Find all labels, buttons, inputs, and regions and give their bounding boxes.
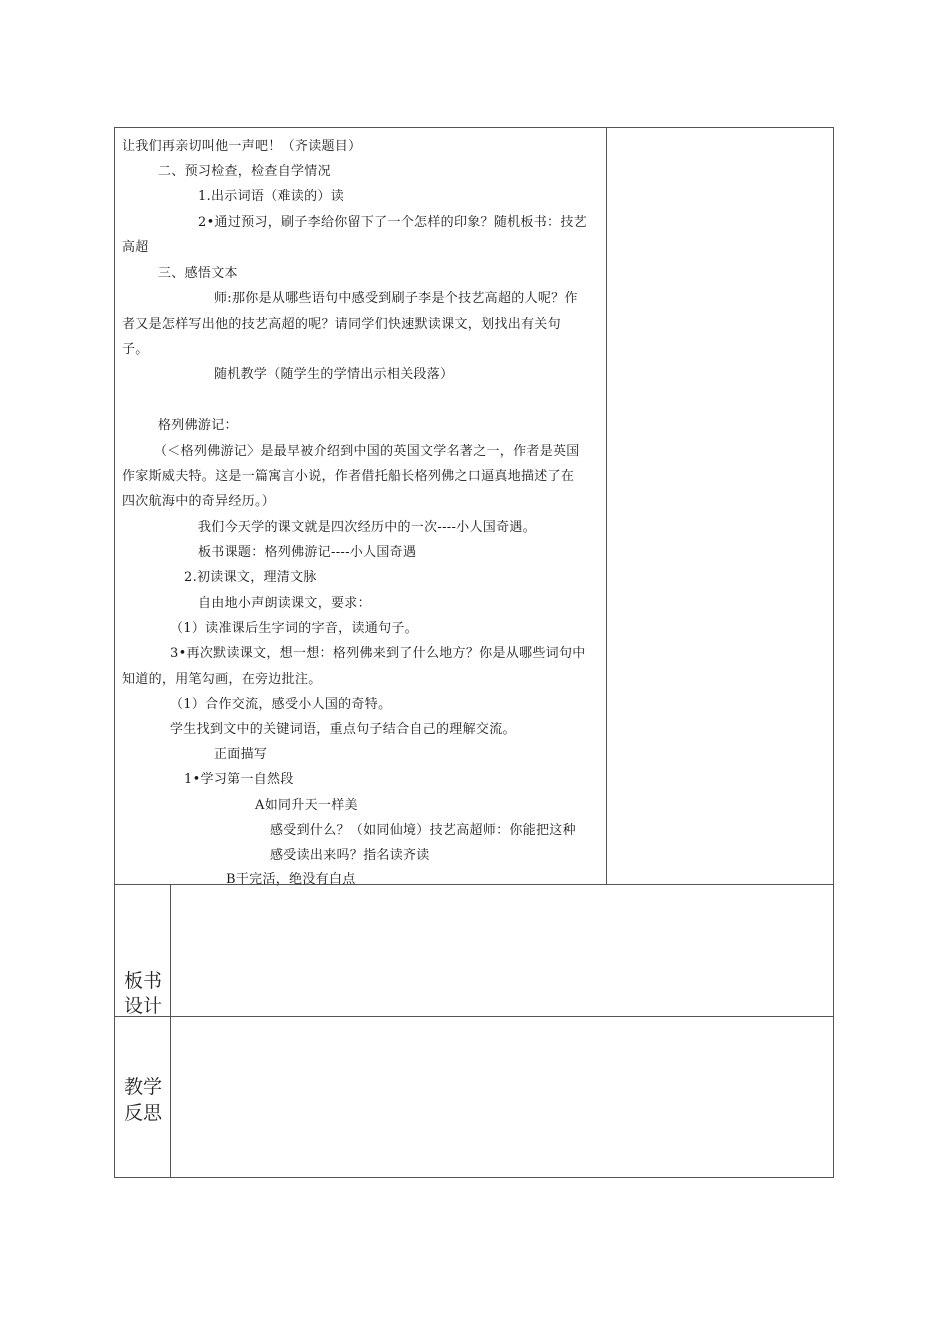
lesson-line: 高超 bbox=[122, 240, 149, 255]
lesson-line: 子。 bbox=[122, 342, 149, 357]
lesson-line: 2•通过预习，刷子李给你留下了一个怎样的印象？随机板书：技艺 bbox=[198, 215, 587, 230]
lesson-line: 师:那你是从哪些语句中感受到刷子李是个技艺高超的人呢？作 bbox=[214, 291, 578, 306]
lesson-line: 者又是怎样写出他的技艺高超的呢？请同学们快速默读课文，划找出有关句 bbox=[122, 317, 561, 332]
lesson-line: 三、感悟文本 bbox=[158, 266, 238, 281]
lesson-line: 感受读出来吗？指名读齐读 bbox=[270, 848, 430, 863]
reflection-cell bbox=[171, 1017, 833, 1177]
board-design-label-line2: 设计 bbox=[124, 995, 163, 1017]
reflection-label-line2: 反思 bbox=[124, 1102, 163, 1124]
lesson-line: 知道的，用笔勾画，在旁边批注。 bbox=[122, 672, 322, 687]
lesson-line: （＜格列佛游记〉是最早被介绍到中国的英国文学名著之一，作者是英国 bbox=[154, 444, 580, 459]
lesson-line: （1）读准课后生字词的字音，读通句子。 bbox=[170, 621, 418, 636]
lesson-line: 四次航海中的奇异经历。） bbox=[122, 494, 276, 509]
lesson-line: 自由地小声朗读课文，要求： bbox=[198, 596, 371, 611]
lesson-line: （1）合作交流，感受小人国的奇特。 bbox=[170, 697, 392, 712]
lesson-line: B干完活，绝没有白点 bbox=[226, 872, 356, 887]
lesson-line: 1•学习第一自然段 bbox=[184, 772, 294, 787]
lesson-line: 3•再次默读课文，想一想：格列佛来到了什么地方？你是从哪些词句中 bbox=[170, 646, 586, 661]
lesson-line: 板书课题：格列佛游记----小人国奇遇 bbox=[198, 545, 417, 560]
lesson-line: 格列佛游记： bbox=[158, 418, 238, 433]
lesson-line: 学生找到文中的关键词语，重点句子结合自己的理解交流。 bbox=[170, 722, 516, 737]
lesson-line: 作家斯威夫特。这是一篇寓言小说，作者借托船长格列佛之口逼真地描述了在 bbox=[122, 469, 575, 484]
lesson-line: A如同升天一样美 bbox=[255, 798, 358, 813]
lesson-line: 让我们再亲切叫他一声吧！（齐读题目） bbox=[122, 139, 362, 154]
lesson-line: 随机教学（随学生的学情出示相关段落） bbox=[214, 367, 454, 382]
lesson-line: 正面描写 bbox=[214, 747, 268, 762]
lesson-line: 二、预习检查，检查自学情况 bbox=[158, 164, 331, 179]
lesson-line: 感受到什么？（如同仙境）技艺高超师：你能把这种 bbox=[270, 823, 576, 838]
board-design-label-line1: 板书 bbox=[124, 970, 163, 992]
reflection-label-line1: 教学 bbox=[124, 1076, 163, 1098]
lesson-line: 1.出示词语（难读的）读 bbox=[198, 189, 345, 204]
lesson-line: 我们今天学的课文就是四次经历中的一次----小人国奇遇。 bbox=[198, 520, 536, 535]
board-design-cell bbox=[171, 885, 833, 1016]
lesson-line: 2.初读课文，理清文脉 bbox=[184, 570, 317, 585]
